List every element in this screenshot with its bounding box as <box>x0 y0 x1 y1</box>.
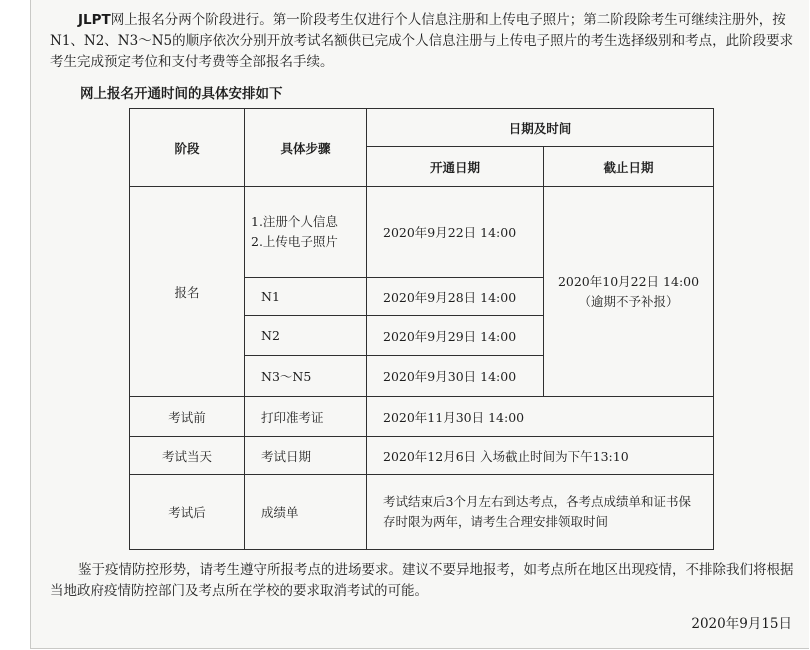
step-cell: N3～N5 <box>245 356 367 397</box>
info-cell: 考试结束后3个月左右到达考点，各考点成绩单和证书保存时限为两年，请考生合理安排领取时间 <box>367 475 714 550</box>
step-line: 1.注册个人信息 <box>251 214 338 229</box>
info-cell: 2020年11月30日 14:00 <box>367 397 714 437</box>
info-cell: 2020年12月6日 入场截止时间为下午13:10 <box>367 437 714 475</box>
header-close-date: 截止日期 <box>544 147 714 187</box>
schedule-table <box>129 108 714 550</box>
schedule-subtitle: 网上报名开通时间的具体安排如下 <box>80 86 283 102</box>
open-date-cell: 2020年9月30日 14:00 <box>367 356 544 397</box>
close-date-cell <box>544 187 714 397</box>
header-stage: 阶段 <box>130 109 245 187</box>
step-cell: 成绩单 <box>245 475 367 550</box>
stage-cell: 考试后 <box>130 475 245 550</box>
close-date: 2020年10月22日 14:00 <box>557 273 700 289</box>
table-row <box>130 437 714 475</box>
stage-registration: 报名 <box>130 187 245 397</box>
intro-paragraph <box>50 10 795 73</box>
document-date: 2020年9月15日 <box>691 616 792 632</box>
stage-cell: 考试前 <box>130 397 245 437</box>
open-date-cell: 2020年9月22日 14:00 <box>367 187 544 278</box>
step-cell: N1 <box>245 278 367 316</box>
step-line: 2.上传电子照片 <box>251 234 338 249</box>
step-cell: 考试日期 <box>245 437 367 475</box>
header-steps: 具体步骤 <box>245 109 367 187</box>
step-cell <box>245 187 367 278</box>
step-cell: 打印准考证 <box>245 397 367 437</box>
table-row <box>130 397 714 437</box>
table-row <box>130 187 714 278</box>
closing-paragraph: 鉴于疫情防控形势，请考生遵守所报考点的进场要求。建议不要异地报考，如考点所在地区出现疫情，不排除我们将根据当地政府疫情防控部门及考点所在学校的要求取消考试的可能。 <box>50 562 794 599</box>
close-date-note: （逾期不予补报） <box>578 293 679 309</box>
step-cell: N2 <box>245 316 367 356</box>
stage-cell: 考试当天 <box>130 437 245 475</box>
intro-text: 网上报名分两个阶段进行。第一阶段考生仅进行个人信息注册和上传电子照片；第二阶段除考生可继续注册外，按N1、N2、N3～N5的顺序依次分别开放考试名额供已完成个人信息注册与上传电子照片的考生选择级别和考点，此阶段要求考生完成预定考位和支付考费等全部报名手续。 <box>50 12 794 70</box>
jlpt-label: JLPT <box>78 12 111 28</box>
open-date-cell: 2020年9月29日 14:00 <box>367 316 544 356</box>
header-datetime: 日期及时间 <box>367 109 714 147</box>
open-date-cell: 2020年9月28日 14:00 <box>367 278 544 316</box>
table-row <box>130 475 714 550</box>
header-open-date: 开通日期 <box>367 147 544 187</box>
